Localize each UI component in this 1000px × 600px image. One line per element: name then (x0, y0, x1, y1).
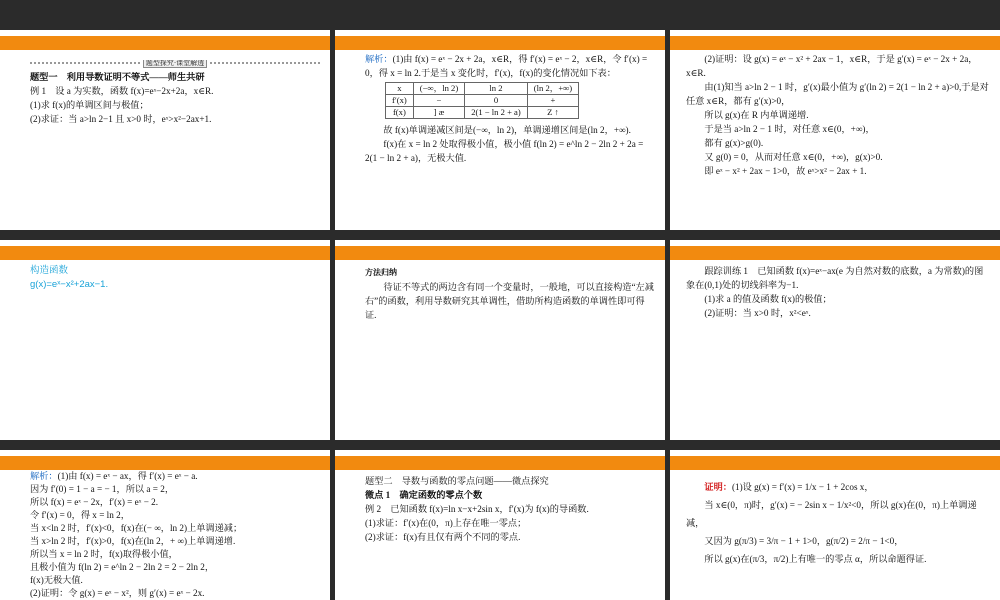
text-line: 所以 f(x) = eˣ − 2x，f′(x) = eˣ − 2. (30, 497, 159, 507)
text-line: 由(1)知当 a>ln 2 − 1 时，g′(x)最小值为 g′(ln 2) = 2(1 − ln 2 + a)>0,于是对任意 x∈R，都有 g′(x)>0， (686, 82, 989, 106)
slide-9[interactable] (670, 450, 1000, 600)
slide-content (365, 474, 655, 600)
method-text: 待证不等式的两边含有同一个变量时，一般地，可以直接构造“左减右”的函数，利用导数研究其单调性，借助所构造函数的单调性即可得证. (365, 282, 654, 320)
slide-header-band (335, 246, 665, 260)
slide-header-band (670, 456, 1000, 470)
text-line: 例 2 已知函数 f(x)=ln x−x+2sin x，f′(x)为 f(x)的导函数. (365, 504, 589, 514)
text-line: f(x)无极大值. (30, 575, 83, 585)
section-tag: 题型探究·课堂解透 (143, 60, 207, 68)
text-line: 当 x>ln 2 时，f′(x)>0，f(x)在(ln 2，+ ∞)上单调递增. (30, 536, 236, 546)
text-line: 当 x∈(0，π)时，g′(x) = − 2sin x − 1/x²<0，所以 g(x)在(0，π)上单调递减， (686, 500, 977, 528)
table-cell: f(x) (386, 107, 414, 119)
table-cell: Z ↑ (527, 107, 578, 119)
text-line: 又 g(0) = 0，从而对任意 x∈(0，+∞)，g(x)>0. (704, 152, 883, 162)
slide-7[interactable] (0, 450, 330, 600)
slide-content (30, 60, 320, 230)
slide-content (30, 264, 320, 440)
slide-header-band (335, 456, 665, 470)
slide-content (30, 470, 320, 600)
analysis-first: 解析：(1)由 f(x) = eˣ − ax，得 f′(x) = eˣ − a. (30, 471, 198, 481)
slide-title: 题型二 导数与函数的零点问题——微点探究 (365, 476, 549, 486)
text-line: (2)证明：当 x>0 时，x²<eˣ. (704, 308, 811, 318)
text-line: (1)求 f(x)的单调区间与极值； (30, 100, 149, 110)
slide-content (686, 52, 990, 230)
section-tag-row (30, 60, 320, 66)
construct-label: 构造函数 (30, 265, 69, 276)
table-cell: (ln 2，+∞) (527, 83, 578, 95)
text-line: 所以 g(x)在 R 内单调递增. (704, 110, 809, 120)
slide-8[interactable] (335, 450, 665, 600)
table-cell: + (527, 95, 578, 107)
analysis-label: 解析： (30, 471, 58, 481)
text-line: 所以当 x = ln 2 时，f(x)取得极小值， (30, 549, 178, 559)
text-line: 例 1 设 a 为实数，函数 f(x)=eˣ−2x+2a，x∈R. (30, 86, 214, 96)
variation-table (385, 82, 579, 119)
slide-5[interactable] (335, 240, 665, 440)
text-line: 因为 f′(0) = 1 − a = − 1，所以 a = 2， (30, 484, 175, 494)
slide-header-band (0, 456, 330, 470)
slide-content (365, 266, 655, 440)
construct-formula: g(x)=eˣ−x²+2ax−1. (30, 279, 109, 290)
analysis-intro: 解析：(1)由 f(x) = eˣ − 2x + 2a，x∈R，得 f′(x) = eˣ − 2，x∈R，令 f′(x) = 0，得 x = ln 2.于是当 x 变化时，f′(x)，f(x)的变化情况如下表： (365, 54, 648, 78)
slide-4[interactable] (0, 240, 330, 440)
text-line: 令 f′(x) = 0，得 x = ln 2， (30, 510, 130, 520)
table-cell: f′(x) (386, 95, 414, 107)
slide-header-band (335, 36, 665, 50)
method-title: 方法归纳 (365, 268, 397, 277)
slide-header-band (670, 36, 1000, 50)
text-line: 又因为 g(π/3) = 3/π − 1 + 1>0，g(π/2) = 2/π − 1<0， (704, 536, 904, 546)
slide-header-band (670, 246, 1000, 260)
slide-title: 题型一 利用导数证明不等式——师生共研 (30, 72, 205, 82)
slide-6[interactable] (670, 240, 1000, 440)
table-cell: 2(1 − ln 2 + a) (465, 107, 528, 119)
table-cell: 0 (465, 95, 528, 107)
table-cell: (−∞，ln 2) (413, 83, 464, 95)
text-line: 都有 g(x)>g(0). (704, 138, 764, 148)
text-line: (1)求 a 的值及函数 f(x)的极值； (704, 294, 832, 304)
text-line: 跟踪训练 1 已知函数 f(x)=eˣ−ax(e 为自然对数的底数，a 为常数)的图象在(0,1)处的切线斜率为−1. (686, 266, 984, 290)
proof-label: 证明： (704, 482, 732, 492)
text-line: (2)证明：设 g(x) = eˣ − x² + 2ax − 1，x∈R，于是 g′(x) = eˣ − 2x + 2a，x∈R. (686, 54, 978, 78)
slide-3[interactable] (670, 30, 1000, 230)
slide-header-band (0, 36, 330, 50)
table-cell: ln 2 (465, 83, 528, 95)
top-dark-bar (0, 0, 1000, 24)
text-line: 所以 g(x)在(π/3，π/2)上有唯一的零点 α，所以命题得证. (704, 554, 927, 564)
table-cell: ] æ (413, 107, 464, 119)
slide-header-band (0, 246, 330, 260)
table-cell: − (413, 95, 464, 107)
proof-first: 证明：(1)设 g(x) = f′(x) = 1/x − 1 + 2cos x， (704, 482, 874, 492)
text-line: f(x)在 x = ln 2 处取得极小值，极小值 f(ln 2) = e^ln 2 − 2ln 2 + 2a = 2(1 − ln 2 + a)，无极大值. (365, 139, 644, 163)
slide-2[interactable] (335, 30, 665, 230)
table-cell: x (386, 83, 414, 95)
slide-content (686, 478, 990, 600)
text-line: 故 f(x)单调递减区间是(−∞，ln 2)，单调递增区间是(ln 2，+∞). (383, 125, 631, 135)
text-line: 当 x<ln 2 时，f′(x)<0，f(x)在(− ∞，ln 2)上单调递减； (30, 523, 243, 533)
text-line: (2)求证：当 a>ln 2−1 且 x>0 时，eˣ>x²−2ax+1. (30, 114, 212, 124)
text-line: (2)求证：f(x)有且仅有两个不同的零点. (365, 532, 521, 542)
slide-1[interactable] (0, 30, 330, 230)
text-line: (1)求证：f′(x)在(0，π)上存在唯一零点； (365, 518, 527, 528)
text-line: 且极小值为 f(ln 2) = e^ln 2 − 2ln 2 = 2 − 2ln 2， (30, 562, 215, 572)
analysis-label: 解析： (365, 54, 393, 64)
text-line: 即 eˣ − x² + 2ax − 1>0，故 eˣ>x² − 2ax + 1. (704, 166, 867, 176)
text-line: 于是当 a>ln 2 − 1 时，对任意 x∈(0，+∞)， (704, 124, 875, 134)
text-line: (2)证明：令 g(x) = eˣ − x²，则 g′(x) = eˣ − 2x. (30, 588, 205, 598)
slide-content (686, 264, 990, 440)
slide-subtitle: 微点 1 确定函数的零点个数 (365, 490, 483, 500)
slide-content (365, 52, 655, 230)
